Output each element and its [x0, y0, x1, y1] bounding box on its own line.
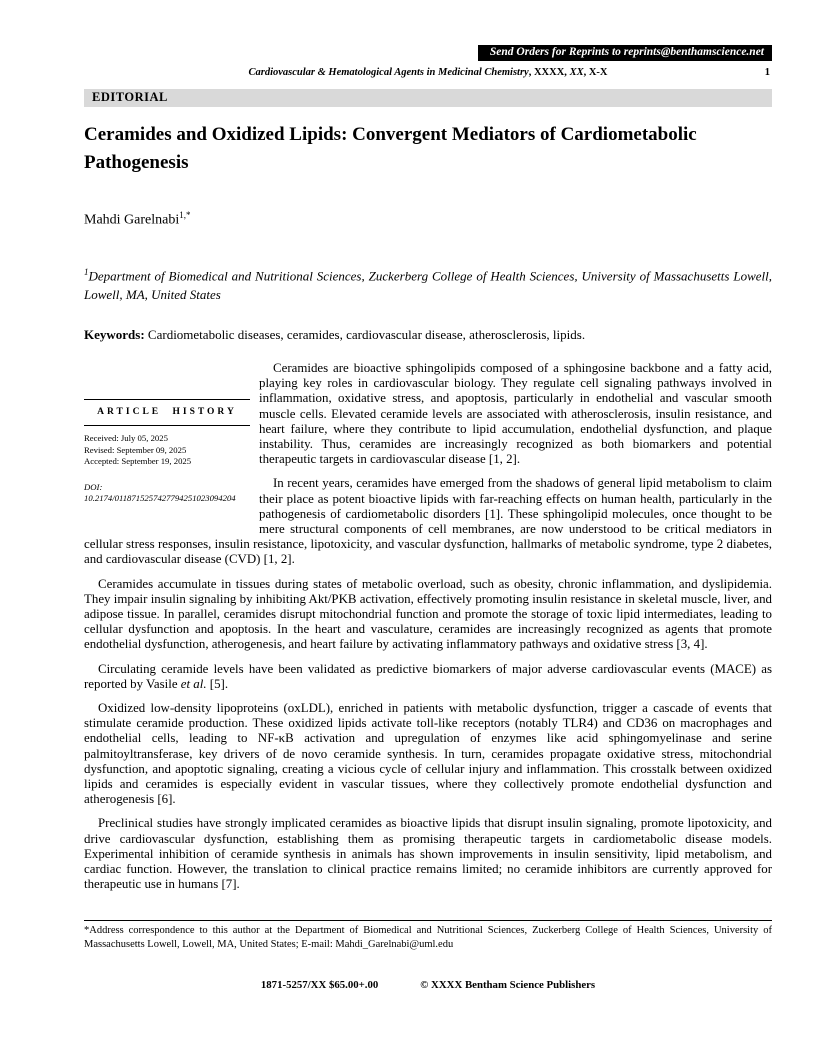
article-title: Ceramides and Oxidized Lipids: Convergent Mediators of Cardiometabolic Pathogenesis: [84, 124, 697, 173]
correspondence-note: *Address correspondence to this author at the Department of Biomedical and Nutritional Sciences, Zuckerberg College of Health Sciences, University of Massachusetts Lowell, Lowell, MA, United States; E-mail: Mahdi_Garelnabi@uml.edu: [84, 925, 772, 950]
journal-pages: , X-X: [583, 67, 608, 78]
issn-price: 1871-5257/XX $65.00+.00: [260, 979, 379, 991]
affiliation-text: Department of Biomedical and Nutritional Sciences, Zuckerberg College of Health Sciences, University of Massachusetts Lowell, Lowell, MA, United States: [84, 267, 772, 302]
received-date: Received: July 05, 2025: [84, 433, 168, 444]
section-label: EDITORIAL: [84, 89, 772, 107]
keywords-text: Cardiometabolic diseases, ceramides, cardiovascular disease, atherosclerosis, lipids.: [144, 326, 586, 342]
footnote-rule: [84, 920, 772, 921]
author-line: [84, 207, 772, 229]
doi-value: 10.2174/0118715257427794251023094204: [84, 492, 236, 503]
page-content: [84, 0, 772, 901]
body-paragraph: Ceramides accumulate in tissues during states of metabolic overload, such as obesity, chronic inflammation, and dyslipidemia. They impair insulin signaling by inhibiting Akt/PKB activation, effectively promoting insulin resistance in skeletal muscle, liver, and adipose tissue. In parallel, ceramides disrupt mitochondrial function and promote the storage of toxic lipid intermediates, leading to cellular dysfunction and apoptosis. In the heart and vasculature, ceramides are increasingly recognized as agents that promote endothelial dysfunction, atherogenesis, and heart failure by activating inflammatory pathways and oxidative stress [3, 4].: [84, 576, 772, 652]
copyright-notice: © XXXX Bentham Science Publishers: [420, 979, 596, 991]
para4-post: [5].: [206, 676, 229, 691]
article-history-heading: ARTICLE HISTORY: [97, 406, 237, 417]
revised-date: Revised: September 09, 2025: [84, 444, 187, 455]
author-superscript: 1,*: [179, 210, 191, 220]
body-paragraph: Oxidized low-density lipoproteins (oxLDL), enriched in patients with metabolic dysfunction, trigger a cascade of events that stimulate ceramide production. These oxidized lipids activate toll-like receptors (notably TLR4) and CD36 on macrophages and endothelial cells, leading to NF-κB activation and upregulation of enzymes like acid sphingomyelinase and serine palmitoyltransferase, key drivers of de novo ceramide synthesis. In turn, ceramides propagate oxidative stress, mitochondrial dysfunction, and apoptotic signaling, creating a vicious cycle of cellular injury and inflammation. This crosstalk between oxidized lipids and ceramides is especially evident in vascular tissues, where they collectively promote endothelial dysfunction and atherogenesis [6].: [84, 701, 772, 807]
page-number: 1: [764, 67, 770, 78]
keywords-label: Keywords:: [84, 326, 145, 342]
body-paragraph: In recent years, ceramides have emerged from the shadows of general lipid metabolism to claim their place as potent bioactive lipids with far-reaching effects on human health, particularly in the pathogenesis of cardiometabolic disorders [1]. These sphingolipid molecules, once thought to be mere structural components of cell membranes, are now understood to be critical mediators in cellular stress responses, insulin resistance, lipotoxicity, and vascular dysfunction, hallmarks of metabolic syndrome, type 2 diabetes, and cardiovascular disease (CVD) [1, 2].: [84, 476, 772, 567]
article-history-dates: [84, 433, 250, 468]
journal-volume: XX: [569, 67, 584, 78]
author-name: Mahdi Garelnabi: [84, 212, 180, 228]
body-paragraph: Ceramides are bioactive sphingolipids composed of a sphingosine backbone and a fatty acid, playing key roles in cardiovascular biology. They regulate cell signaling pathways involved in inflammation, oxidative stress, and apoptosis, particularly in endothelial and vascular smooth muscle cells. Elevated ceramide levels are associated with atherosclerosis, insulin resistance, and heart failure, where they contribute to lipid accumulation, endothelial dysfunction, and plaque instability. Thus, ceramides are increasingly recognized as both biomarkers and potential therapeutic targets in cardiovascular disease [1, 2].: [259, 360, 772, 467]
doi-label: DOI:: [84, 481, 103, 492]
keywords-line: [84, 327, 772, 343]
doi-block: [84, 482, 250, 504]
affiliation-superscript: 1: [84, 266, 89, 277]
body-paragraph: Preclinical studies have strongly implicated ceramides as bioactive lipids that disrupt insulin signaling, promote lipotoxicity, and drive cardiovascular dysfunction, establishing them as promising therapeutic targets in cardiometabolic disease models. Experimental inhibition of ceramide synthesis in animals has shown improvements in insulin sensitivity, lipid metabolism, and cardiac function. However, the translation to clinical practice remains limited; no ceramide inhibitors are currently approved for therapeutic use in humans [7].: [84, 816, 772, 892]
accepted-date: Accepted: September 19, 2025: [84, 456, 192, 467]
article-body: [84, 361, 772, 893]
history-heading-rule: [84, 425, 250, 426]
journal-name: Cardiovascular & Hematological Agents in Medicinal Chemistry: [248, 67, 529, 78]
reprints-notice-bar: Send Orders for Reprints to reprints@benthamscience.net: [478, 45, 772, 61]
journal-citation-line: [84, 66, 772, 79]
affiliation: [84, 263, 772, 304]
body-paragraph: [84, 662, 772, 692]
article-history-box: [84, 361, 250, 534]
publisher-line: [84, 979, 772, 992]
para4-et-al: et al.: [180, 676, 207, 691]
para4-pre: Circulating ceramide levels have been validated as predictive biomarkers of major adverse cardiovascular events (MACE) as reported by Vasile: [84, 661, 772, 691]
journal-year: , XXXX,: [528, 67, 570, 78]
page-footer: [84, 920, 772, 992]
